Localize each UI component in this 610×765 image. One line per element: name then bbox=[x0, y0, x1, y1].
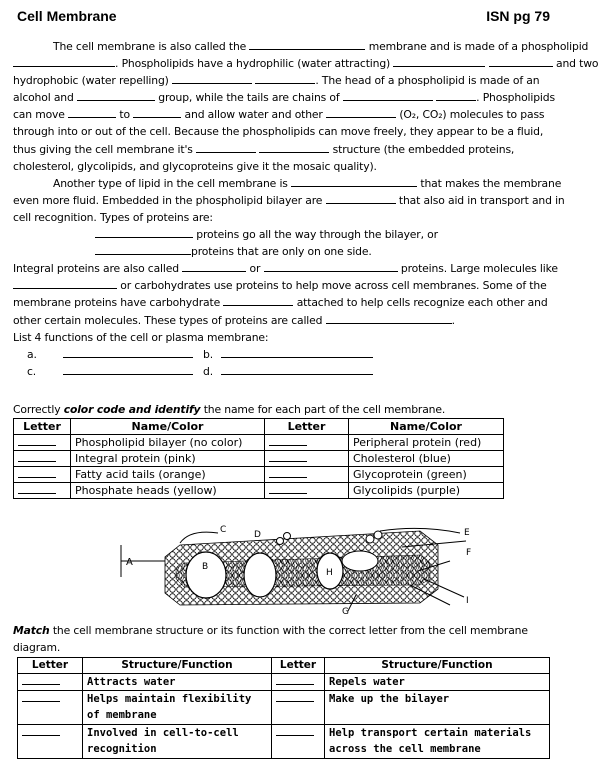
column-header: Structure/Function bbox=[83, 658, 272, 674]
text: can move bbox=[13, 108, 65, 122]
match-instructions bbox=[13, 622, 605, 656]
text: proteins. Large molecules like bbox=[400, 262, 558, 276]
function-label-a: a. bbox=[27, 347, 37, 361]
blank[interactable] bbox=[13, 55, 115, 67]
text: cell recognition. Types of proteins are: bbox=[13, 210, 213, 224]
blank[interactable] bbox=[326, 312, 452, 324]
text: that also aid in transport and in bbox=[398, 193, 565, 207]
text: Integral proteins are also called bbox=[13, 262, 179, 276]
table-row bbox=[18, 691, 550, 725]
function-blank-b[interactable] bbox=[221, 346, 373, 358]
text: that makes the membrane bbox=[420, 176, 562, 190]
blank[interactable] bbox=[13, 277, 117, 289]
diagram-label-h: H bbox=[326, 568, 333, 578]
blank[interactable] bbox=[489, 55, 553, 67]
diagram-label-f: F bbox=[466, 548, 472, 558]
text: thus giving the cell membrane it's bbox=[13, 142, 193, 156]
cell-membrane-diagram bbox=[120, 523, 498, 615]
blank[interactable] bbox=[172, 72, 252, 84]
diagram-label-c: C bbox=[220, 525, 227, 535]
color-code-instructions bbox=[13, 401, 605, 418]
blank[interactable] bbox=[255, 72, 315, 84]
table-row bbox=[18, 725, 550, 759]
blank[interactable] bbox=[249, 38, 365, 50]
text: through into or out of the cell. Because the phospholipids can move freely, they appear to be a fluid, bbox=[13, 125, 544, 139]
notebook-page-ref: ISN pg 79 bbox=[486, 8, 550, 24]
letter-cell[interactable] bbox=[265, 467, 349, 483]
part-name: Cholesterol (blue) bbox=[349, 451, 504, 467]
blank[interactable] bbox=[326, 192, 396, 204]
text: or bbox=[249, 262, 261, 276]
column-header: Name/Color bbox=[349, 419, 504, 435]
diagram-label-b: B bbox=[202, 562, 209, 572]
part-name: Glycolipids (purple) bbox=[349, 483, 504, 499]
part-name: Fatty acid tails (orange) bbox=[71, 467, 265, 483]
structure-function: Repels water bbox=[325, 674, 550, 691]
letter-cell[interactable] bbox=[265, 435, 349, 451]
text: and allow water and other bbox=[184, 108, 323, 122]
table-row bbox=[14, 435, 504, 451]
text: or carbohydrates use proteins to help move across cell membranes. Some of the bbox=[120, 279, 547, 293]
blank[interactable] bbox=[259, 141, 329, 153]
column-header: Structure/Function bbox=[325, 658, 550, 674]
column-header: Letter bbox=[14, 419, 71, 435]
letter-cell[interactable] bbox=[18, 725, 83, 759]
text: other certain molecules. These types of proteins are called bbox=[13, 313, 323, 327]
letter-cell[interactable] bbox=[14, 483, 71, 499]
blank[interactable] bbox=[264, 260, 398, 272]
column-header: Name/Color bbox=[71, 419, 265, 435]
function-label-d: d. bbox=[203, 364, 213, 378]
blank[interactable] bbox=[223, 294, 293, 306]
blank[interactable] bbox=[326, 106, 396, 118]
text: . Phospholipids have a hydrophilic (water attracting) bbox=[115, 57, 391, 71]
table-row bbox=[14, 483, 504, 499]
text: . Phospholipids bbox=[476, 91, 555, 105]
diagram-label-d: D bbox=[254, 530, 261, 540]
structure-function: Make up the bilayer bbox=[325, 691, 550, 725]
emphasis: color code and identify bbox=[63, 403, 201, 416]
letter-cell[interactable] bbox=[14, 435, 71, 451]
letter-cell[interactable] bbox=[265, 483, 349, 499]
blank[interactable] bbox=[291, 175, 417, 187]
letter-cell[interactable] bbox=[272, 725, 325, 759]
letter-cell[interactable] bbox=[272, 674, 325, 691]
text: The cell membrane is also called the bbox=[53, 40, 247, 53]
emphasis: Match bbox=[13, 624, 50, 637]
diagram-label-e: E bbox=[464, 528, 470, 538]
text: Another type of lipid in the cell membrane is bbox=[53, 176, 288, 190]
column-header: Letter bbox=[18, 658, 83, 674]
color-code-table bbox=[13, 418, 504, 499]
text: membrane and is made of a phospholipid bbox=[368, 40, 589, 53]
diagram-label-i: I bbox=[466, 596, 469, 606]
text: alcohol and bbox=[13, 91, 74, 105]
function-blank-c[interactable] bbox=[63, 363, 193, 375]
letter-cell[interactable] bbox=[14, 467, 71, 483]
blank[interactable] bbox=[133, 106, 181, 118]
letter-cell[interactable] bbox=[265, 451, 349, 467]
text: diagram. bbox=[13, 641, 61, 655]
letter-cell[interactable] bbox=[14, 451, 71, 467]
structure-function: Help transport certain materials across the cell membrane bbox=[325, 725, 550, 759]
letter-cell[interactable] bbox=[18, 674, 83, 691]
diagram-label-a: A bbox=[126, 557, 133, 568]
worksheet-title: Cell Membrane bbox=[17, 8, 117, 24]
text: hydrophobic (water repelling) bbox=[13, 74, 169, 88]
text: attached to help cells recognize each other and bbox=[296, 296, 548, 310]
text: Correctly bbox=[13, 403, 64, 416]
table-row bbox=[14, 467, 504, 483]
function-blank-d[interactable] bbox=[221, 363, 373, 375]
text: structure (the embedded proteins, bbox=[332, 142, 515, 156]
text: List 4 functions of the cell or plasma membrane: bbox=[13, 330, 269, 344]
text: proteins that are only on one side. bbox=[191, 245, 372, 259]
part-name: Peripheral protein (red) bbox=[349, 435, 504, 451]
structure-function: Helps maintain flexibility of membrane bbox=[83, 691, 272, 725]
table-row bbox=[18, 674, 550, 691]
structure-function: Involved in cell-to-cell recognition bbox=[83, 725, 272, 759]
part-name: Integral protein (pink) bbox=[71, 451, 265, 467]
letter-cell[interactable] bbox=[18, 691, 83, 725]
text: . The head of a phospholipid is made of an bbox=[315, 74, 540, 88]
blank[interactable] bbox=[182, 260, 246, 272]
function-label-c: c. bbox=[27, 364, 37, 378]
text: (O₂, CO₂) molecules to pass bbox=[399, 108, 545, 122]
text: the cell membrane structure or its function with the correct letter from the cell membrane bbox=[49, 624, 528, 637]
structure-function: Attracts water bbox=[83, 674, 272, 691]
worksheet-header bbox=[17, 8, 550, 28]
blank[interactable] bbox=[95, 226, 193, 238]
text: membrane proteins have carbohydrate bbox=[13, 296, 221, 310]
part-name: Glycoprotein (green) bbox=[349, 467, 504, 483]
text: the name for each part of the cell membrane. bbox=[200, 403, 446, 416]
function-label-b: b. bbox=[203, 347, 213, 361]
blank[interactable] bbox=[68, 106, 116, 118]
match-table bbox=[17, 657, 550, 759]
blank[interactable] bbox=[196, 141, 256, 153]
function-blank-a[interactable] bbox=[63, 346, 193, 358]
text: and two bbox=[556, 57, 599, 71]
blank[interactable] bbox=[95, 243, 191, 255]
part-name: Phosphate heads (yellow) bbox=[71, 483, 265, 499]
column-header: Letter bbox=[265, 419, 349, 435]
table-row bbox=[14, 451, 504, 467]
diagram-label-g: G bbox=[342, 607, 349, 615]
text: even more fluid. Embedded in the phospholipid bilayer are bbox=[13, 193, 323, 207]
blank[interactable] bbox=[393, 55, 485, 67]
letter-cell[interactable] bbox=[272, 691, 325, 725]
text: . bbox=[451, 313, 455, 327]
text: group, while the tails are chains of bbox=[158, 91, 340, 105]
blank[interactable] bbox=[77, 89, 155, 101]
part-name: Phospholipid bilayer (no color) bbox=[71, 435, 265, 451]
text: cholesterol, glycolipids, and glycoproteins give it the mosaic quality). bbox=[13, 159, 377, 173]
fill-in-paragraph bbox=[13, 38, 605, 380]
text: proteins go all the way through the bilayer, or bbox=[196, 228, 438, 242]
text: to bbox=[119, 108, 130, 122]
blank[interactable] bbox=[343, 89, 433, 101]
blank[interactable] bbox=[436, 89, 476, 101]
column-header: Letter bbox=[272, 658, 325, 674]
